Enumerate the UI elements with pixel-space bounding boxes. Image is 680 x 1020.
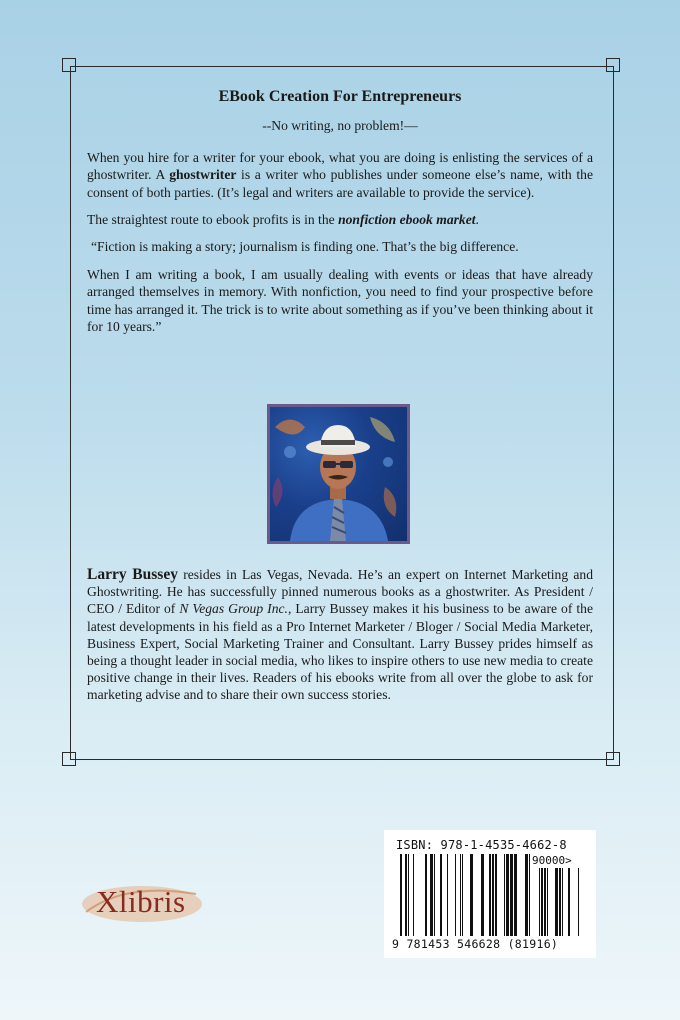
barcode-bar [400, 854, 402, 936]
publisher-logo-text: Xlibris [96, 884, 186, 919]
barcode-bar [434, 854, 435, 936]
book-title: EBook Creation For Entrepreneurs [218, 88, 462, 105]
book-subtitle: --No writing, no problem!— [262, 118, 418, 134]
barcode-addon-bar [544, 868, 546, 936]
isbn-label: ISBN: 978-1-4535-4662-8 [396, 838, 567, 852]
nonfiction-market-term: nonfiction ebook market [338, 212, 476, 228]
barcode-bar [447, 854, 448, 936]
barcode-bar [481, 854, 484, 936]
isbn-barcode [384, 830, 596, 958]
barcode-bar [430, 854, 433, 936]
barcode-bar [510, 854, 513, 936]
barcode-addon-bar [559, 868, 561, 936]
barcode-bar [506, 854, 509, 936]
barcode-bar [525, 854, 528, 936]
author-name: Larry Bussey [87, 566, 178, 583]
barcode-bar [413, 854, 414, 936]
barcode-addon-bar [578, 868, 579, 936]
paragraph-quote-fiction: “Fiction is making a story; journalism is finding one. That’s the big difference. [91, 239, 519, 255]
paragraph-quote-nonfiction: When I am writing a book, I am usually dealing with events or ideas that have already arranged themselves in memory. With nonfiction, you need to find your prospective before time has arranged it. The trick is to write about something as if you’ve been thinking about it for 10 years.” [87, 266, 593, 335]
author-photo-frame [267, 404, 410, 544]
barcode-bar [470, 854, 473, 936]
barcode-addon-bar [562, 868, 563, 936]
company-name: N Vegas Group Inc. [179, 601, 288, 617]
barcode-bar [425, 854, 427, 936]
barcode-addon-bar [568, 868, 570, 936]
author-bio: Larry Bussey resides in Las Vegas, Nevada. He’s an expert on Internet Marketing and Ghostwriting. He has successfully pinned numerous books as a ghostwriter. As President / CEO / Editor of N Vegas Group Inc., Larry Bussey makes it his business to be aware of the latest developments in his field as a Pro Internet Marketer / Bloger / Social Media Marketer, Business Expert, Social Marketing Trainer and Consultant. Larry Bussey prides himself as being a thought leader in social media, who likes to inspire others to use new media to create positive change in their lives. Readers of his ebooks write from all over the globe to ask for marketing advise and to share their own success stories. [87, 566, 594, 703]
barcode-bar [504, 854, 505, 936]
barcode-bar [440, 854, 442, 936]
barcode-addon-bar [539, 868, 540, 936]
barcode-addon-bar [547, 868, 548, 936]
barcode-bar [462, 854, 463, 936]
barcode-addon-bar [555, 868, 558, 936]
author-portrait-illustration [270, 407, 407, 541]
paragraph-ghostwriter: When you hire for a writer for your ebook, what you are doing is enlisting the services of a ghostwriter. A ghostwriter is a writer who publishes under someone else’s name, with the consent of both parties. (It’s legal and writers are available to provide the service). [87, 149, 593, 200]
barcode-bar [408, 854, 409, 936]
barcode-bar [514, 854, 517, 936]
barcode-addon-bar [541, 868, 543, 936]
author-photo [270, 407, 407, 541]
paragraph-profits: The straightest route to ebook profits is in the nonfiction ebook market. [87, 212, 479, 228]
barcode-bar [492, 854, 494, 936]
ghostwriter-term: ghostwriter [169, 167, 237, 183]
barcode-bar [489, 854, 491, 936]
price-code: 90000> [532, 854, 572, 867]
barcode-bar [405, 854, 407, 936]
barcode-bar [455, 854, 456, 936]
barcode-bar [495, 854, 497, 936]
barcode-bar [529, 854, 530, 936]
barcode-bar [460, 854, 461, 936]
barcode-digits: 9 781453 546628 (81916) [392, 937, 559, 951]
back-cover-text [87, 88, 593, 345]
publisher-logo [80, 882, 204, 926]
